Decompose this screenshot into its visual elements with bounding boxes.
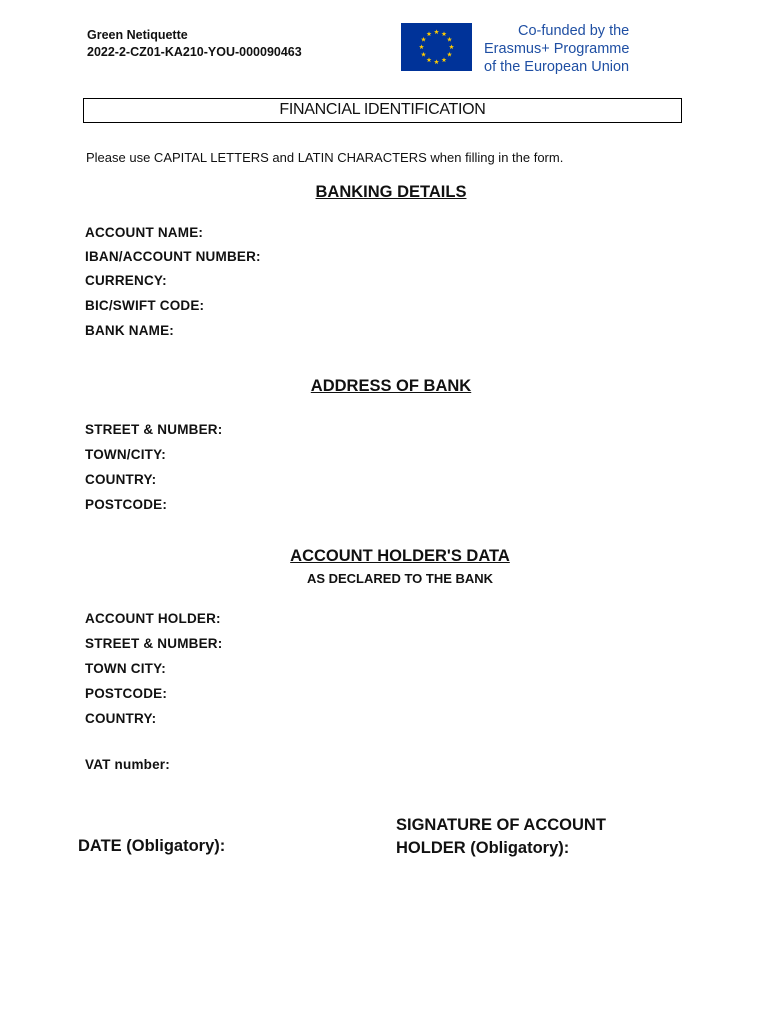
- bank-country-label: COUNTRY:: [85, 472, 157, 487]
- eu-star-icon: [434, 59, 439, 64]
- signature-label-line-2: HOLDER (Obligatory):: [396, 839, 570, 857]
- holder-street-label: STREET & NUMBER:: [85, 636, 223, 651]
- form-instruction: Please use CAPITAL LETTERS and LATIN CHARACTERS when filling in the form.: [86, 150, 564, 165]
- project-header: [87, 27, 302, 61]
- eu-star-icon: [419, 44, 424, 49]
- currency-label: CURRENCY:: [85, 273, 167, 288]
- bank-name-label: BANK NAME:: [85, 323, 174, 338]
- eu-star-icon: [449, 44, 454, 49]
- eu-star-icon: [421, 52, 426, 57]
- holder-town-label: TOWN CITY:: [85, 661, 166, 676]
- eu-star-icon: [434, 29, 439, 34]
- signature-label: [396, 814, 606, 860]
- holder-postcode-label: POSTCODE:: [85, 686, 168, 701]
- vat-number-label: VAT number:: [85, 757, 170, 772]
- eu-funding-line-1: Co-funded by the: [518, 23, 630, 39]
- account-holder-subheading: AS DECLARED TO THE BANK: [306, 571, 494, 586]
- eu-funding-line-3: of the European Union: [484, 59, 630, 75]
- account-holder-heading: ACCOUNT HOLDER'S DATA: [290, 547, 510, 565]
- eu-funding-text: [484, 22, 629, 76]
- banking-details-heading: BANKING DETAILS: [315, 183, 467, 201]
- bank-street-label: STREET & NUMBER:: [85, 422, 223, 437]
- eu-star-icon: [421, 37, 426, 42]
- eu-funding-line-2: Erasmus+ Programme: [484, 41, 630, 57]
- eu-star-icon: [442, 57, 447, 62]
- bank-postcode-label: POSTCODE:: [85, 497, 168, 512]
- eu-star-icon: [427, 57, 432, 62]
- account-name-label: ACCOUNT NAME:: [85, 225, 204, 240]
- account-holder-label: ACCOUNT HOLDER:: [85, 611, 221, 626]
- holder-country-label: COUNTRY:: [85, 711, 157, 726]
- eu-star-icon: [427, 31, 432, 36]
- signature-label-line-1: SIGNATURE OF ACCOUNT: [396, 816, 606, 834]
- project-name: Green Netiquette: [87, 28, 188, 42]
- form-title: FINANCIAL IDENTIFICATION: [83, 98, 682, 123]
- bank-address-heading: ADDRESS OF BANK: [310, 377, 472, 395]
- eu-star-icon: [447, 52, 452, 57]
- bank-town-label: TOWN/CITY:: [85, 447, 166, 462]
- project-code: 2022-2-CZ01-KA210-YOU-000090463: [87, 45, 302, 59]
- eu-star-icon: [442, 31, 447, 36]
- eu-star-icon: [447, 37, 452, 42]
- iban-label: IBAN/ACCOUNT NUMBER:: [85, 249, 261, 264]
- date-label: DATE (Obligatory):: [78, 837, 226, 855]
- bic-swift-label: BIC/SWIFT CODE:: [85, 298, 205, 313]
- eu-flag-icon: [401, 23, 472, 71]
